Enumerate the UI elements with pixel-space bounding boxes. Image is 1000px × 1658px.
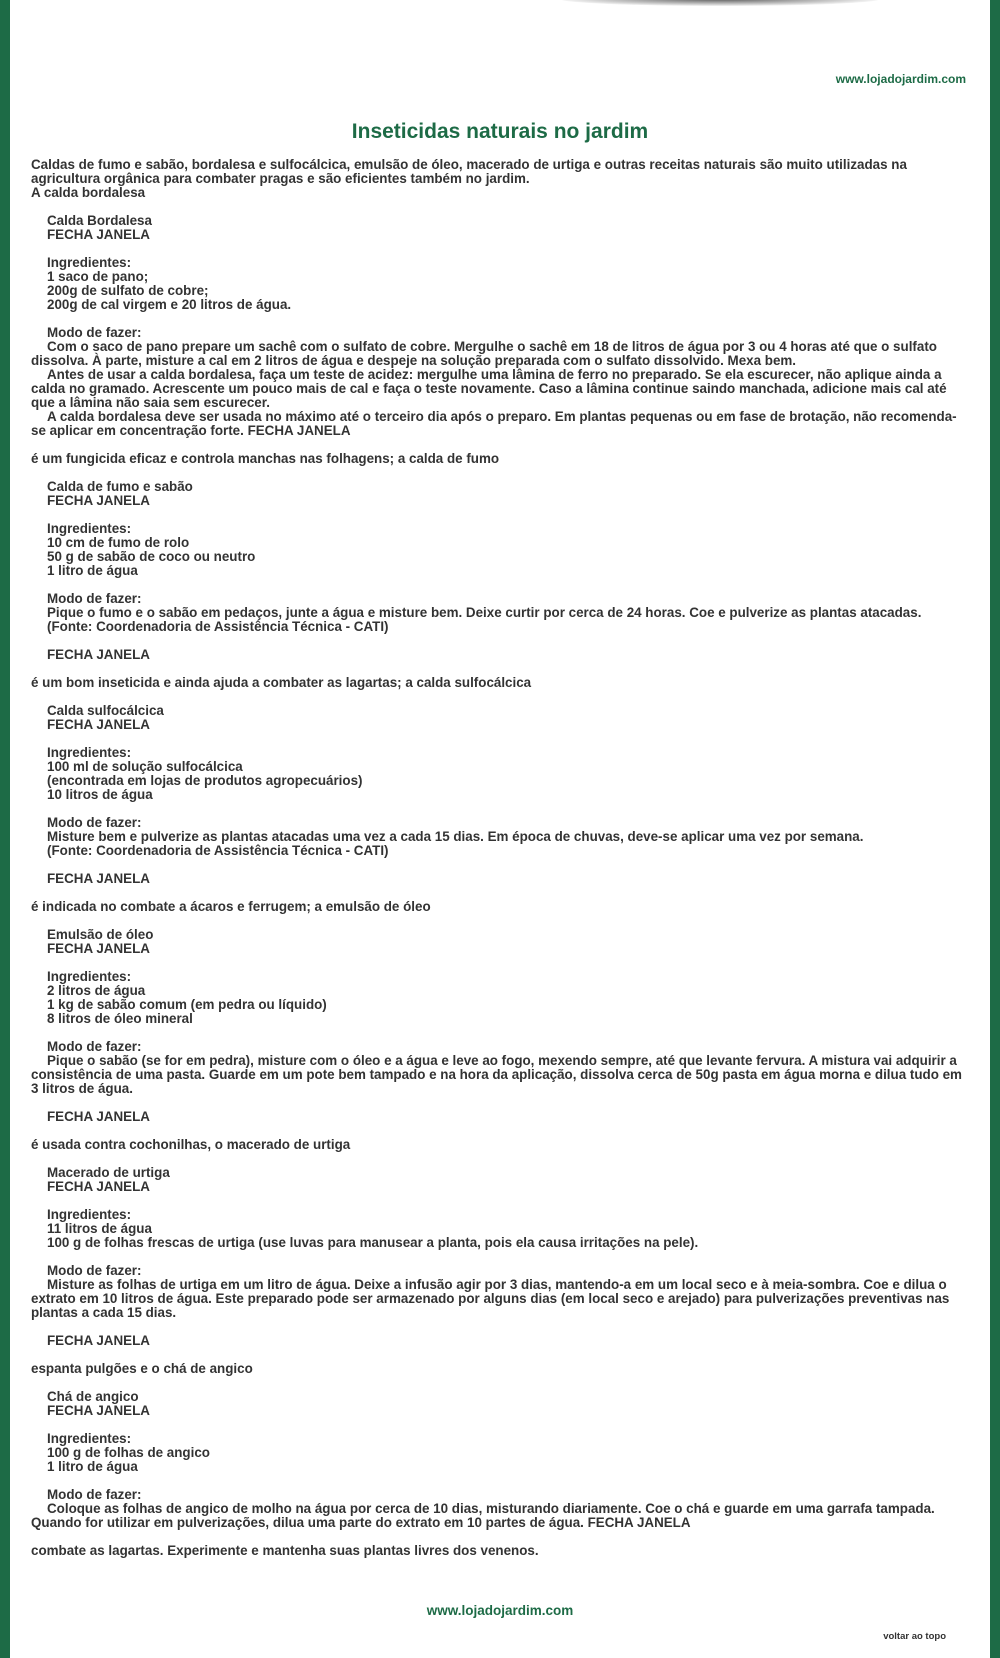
ingredient-item: 1 litro de água bbox=[47, 563, 138, 578]
ingredients-label: Ingredientes: bbox=[47, 745, 132, 760]
ingredient-item: 1 saco de pano; bbox=[47, 269, 149, 284]
close-window-link[interactable]: FECHA JANELA bbox=[47, 1109, 150, 1124]
intro-paragraph: Caldas de fumo e sabão, bordalesa e sulfocálcica, emulsão de óleo, macerado de urtiga e outras receitas naturais são muito utilizadas na agricultura orgânica para combater pragas e são eficientes também no jardim. bbox=[31, 157, 907, 186]
ingredient-item: (encontrada em lojas de produtos agropecuários) bbox=[47, 773, 363, 788]
closing-text: combate as lagartas. Experimente e mantenha suas plantas livres dos venenos. bbox=[31, 1543, 539, 1558]
method-step: Coloque as folhas de angico de molho na água por cerca de 10 dias, misturando diariamente. Coe o chá e guarde em uma garrafa tampada. Quando for utilizar em pulverizações, dilua uma parte do extrato em 10 partes de água. FECHA JANELA bbox=[31, 1501, 935, 1530]
article-content bbox=[31, 158, 969, 1558]
ingredient-item: 50 g de sabão de coco ou neutro bbox=[47, 549, 256, 564]
ingredient-item: 1 kg de sabão comum (em pedra ou líquido) bbox=[47, 997, 327, 1012]
close-window-link[interactable]: FECHA JANELA bbox=[47, 941, 150, 956]
method-label: Modo de fazer: bbox=[47, 325, 142, 340]
close-window-link[interactable]: FECHA JANELA bbox=[47, 1403, 150, 1418]
method-label: Modo de fazer: bbox=[47, 1263, 142, 1278]
ingredient-item: 10 cm de fumo de rolo bbox=[47, 535, 190, 550]
recipe-name: Calda Bordalesa bbox=[47, 213, 152, 228]
ingredients-label: Ingredientes: bbox=[47, 969, 132, 984]
ingredient-item: 200g de sulfato de cobre; bbox=[47, 283, 209, 298]
source-note: (Fonte: Coordenadoria de Assistência Técnica - CATI) bbox=[47, 843, 389, 858]
ingredient-item: 200g de cal virgem e 20 litros de água. bbox=[47, 297, 292, 312]
recipe-calda-bordalesa bbox=[31, 214, 969, 480]
ingredient-item: 100 ml de solução sulfocálcica bbox=[47, 759, 243, 774]
recipe-name: Chá de angico bbox=[47, 1389, 139, 1404]
close-window-link[interactable]: FECHA JANELA bbox=[47, 1333, 150, 1348]
method-label: Modo de fazer: bbox=[47, 1487, 142, 1502]
transition-text: é um bom inseticida e ainda ajuda a combater as lagartas; a calda sulfocálcica bbox=[31, 675, 532, 690]
recipe-name: Calda sulfocálcica bbox=[47, 703, 164, 718]
recipe-calda-de-fumo bbox=[31, 480, 969, 704]
transition-text: é um fungicida eficaz e controla manchas nas folhagens; a calda de fumo bbox=[31, 451, 500, 466]
close-window-link[interactable]: FECHA JANELA bbox=[47, 647, 150, 662]
ingredients-label: Ingredientes: bbox=[47, 1207, 132, 1222]
recipe-cha-de-angico bbox=[31, 1390, 969, 1558]
close-window-link[interactable]: FECHA JANELA bbox=[47, 1179, 150, 1194]
page-title: Inseticidas naturais no jardim bbox=[351, 120, 649, 143]
ingredient-item: 1 litro de água bbox=[47, 1459, 138, 1474]
method-step: Pique o fumo e o sabão em pedaços, junte a água e misture bem. Deixe curtir por cerca de 24 horas. Coe e pulverize as plantas atacadas. bbox=[47, 605, 922, 620]
method-step: A calda bordalesa deve ser usada no máximo até o terceiro dia após o preparo. Em plantas pequenas ou em fase de brotação, não recomenda-se aplicar em concentração forte. FECHA JANELA bbox=[31, 409, 957, 438]
ingredient-item: 2 litros de água bbox=[47, 983, 146, 998]
ingredient-item: 100 g de folhas frescas de urtiga (use luvas para manusear a planta, pois ela causa irritações na pele). bbox=[47, 1235, 699, 1250]
site-url-footer[interactable]: www.lojadojardim.com bbox=[426, 1603, 574, 1618]
right-border-bar bbox=[990, 0, 1000, 1658]
recipe-calda-sulfocalcica bbox=[31, 704, 969, 928]
method-step: Pique o sabão (se for em pedra), misture com o óleo e a água e leve ao fogo, mexendo sempre, até que levante fervura. A mistura vai adquirir a consistência de uma pasta. Guarde em um pote bem tampado e na hora da aplicação, dissolva cerca de 50g pasta em água morna e dilua tudo em 3 litros de água. bbox=[31, 1053, 962, 1096]
ingredient-item: 11 litros de água bbox=[47, 1221, 152, 1236]
transition-text: é indicada no combate a ácaros e ferrugem; a emulsão de óleo bbox=[31, 899, 431, 914]
recipe-macerado-de-urtiga bbox=[31, 1166, 969, 1390]
source-note: (Fonte: Coordenadoria de Assistência Técnica - CATI) bbox=[47, 619, 389, 634]
method-step: Com o saco de pano prepare um sachê com o sulfato de cobre. Mergulhe o sachê em 18 de litros de água por 3 ou 4 horas até que o sulfato dissolva. À parte, misture a cal em 2 litros de água e despeje na solução preparada com o sulfato dissolvido. Mexa bem. bbox=[31, 339, 937, 368]
recipe-name: Macerado de urtiga bbox=[47, 1165, 170, 1180]
recipe-name: Calda de fumo e sabão bbox=[47, 479, 193, 494]
close-window-link[interactable]: FECHA JANELA bbox=[47, 493, 150, 508]
ingredient-item: 10 litros de água bbox=[47, 787, 153, 802]
left-border-bar bbox=[0, 0, 10, 1658]
method-label: Modo de fazer: bbox=[47, 815, 142, 830]
transition-text: é usada contra cochonilhas, o macerado de urtiga bbox=[31, 1137, 351, 1152]
method-step: Antes de usar a calda bordalesa, faça um teste de acidez: mergulhe uma lâmina de ferro no preparado. Se ela escurecer, não aplique ainda a calda no gramado. Acrescente um pouco mais de cal e faça o teste novamente. Caso a lâmina continue saindo manchada, adicione mais cal até que a lâmina não saia sem escurecer. bbox=[31, 367, 947, 410]
close-window-link[interactable]: FECHA JANELA bbox=[47, 717, 150, 732]
intro-lead: A calda bordalesa bbox=[31, 185, 146, 200]
method-label: Modo de fazer: bbox=[47, 1039, 142, 1054]
method-step: Misture bem e pulverize as plantas atacadas uma vez a cada 15 dias. Em época de chuvas, deve-se aplicar uma vez por semana. bbox=[47, 829, 864, 844]
ingredients-label: Ingredientes: bbox=[47, 255, 132, 270]
method-step: Misture as folhas de urtiga em um litro de água. Deixe a infusão agir por 3 dias, mantendo-a em um local seco e à meia-sombra. Coe e dilua o extrato em 10 litros de água. Este preparado pode ser armazenado por alguns dias (em local seco e arejado) para pulverizações preventivas nas plantas a cada 15 dias. bbox=[31, 1277, 950, 1320]
ingredients-label: Ingredientes: bbox=[47, 1431, 132, 1446]
transition-text: espanta pulgões e o chá de angico bbox=[31, 1361, 253, 1376]
ingredient-item: 8 litros de óleo mineral bbox=[47, 1011, 193, 1026]
recipe-name: Emulsão de óleo bbox=[47, 927, 154, 942]
ingredient-item: 100 g de folhas de angico bbox=[47, 1445, 210, 1460]
recipe-emulsao-de-oleo bbox=[31, 928, 969, 1166]
site-url-header[interactable]: www.lojadojardim.com bbox=[835, 72, 966, 86]
method-label: Modo de fazer: bbox=[47, 591, 142, 606]
close-window-link[interactable]: FECHA JANELA bbox=[47, 871, 150, 886]
back-to-top-link[interactable]: voltar ao topo bbox=[883, 1631, 946, 1642]
top-decorative-shadow bbox=[560, 0, 880, 6]
close-window-link[interactable]: FECHA JANELA bbox=[47, 227, 150, 242]
ingredients-label: Ingredientes: bbox=[47, 521, 132, 536]
